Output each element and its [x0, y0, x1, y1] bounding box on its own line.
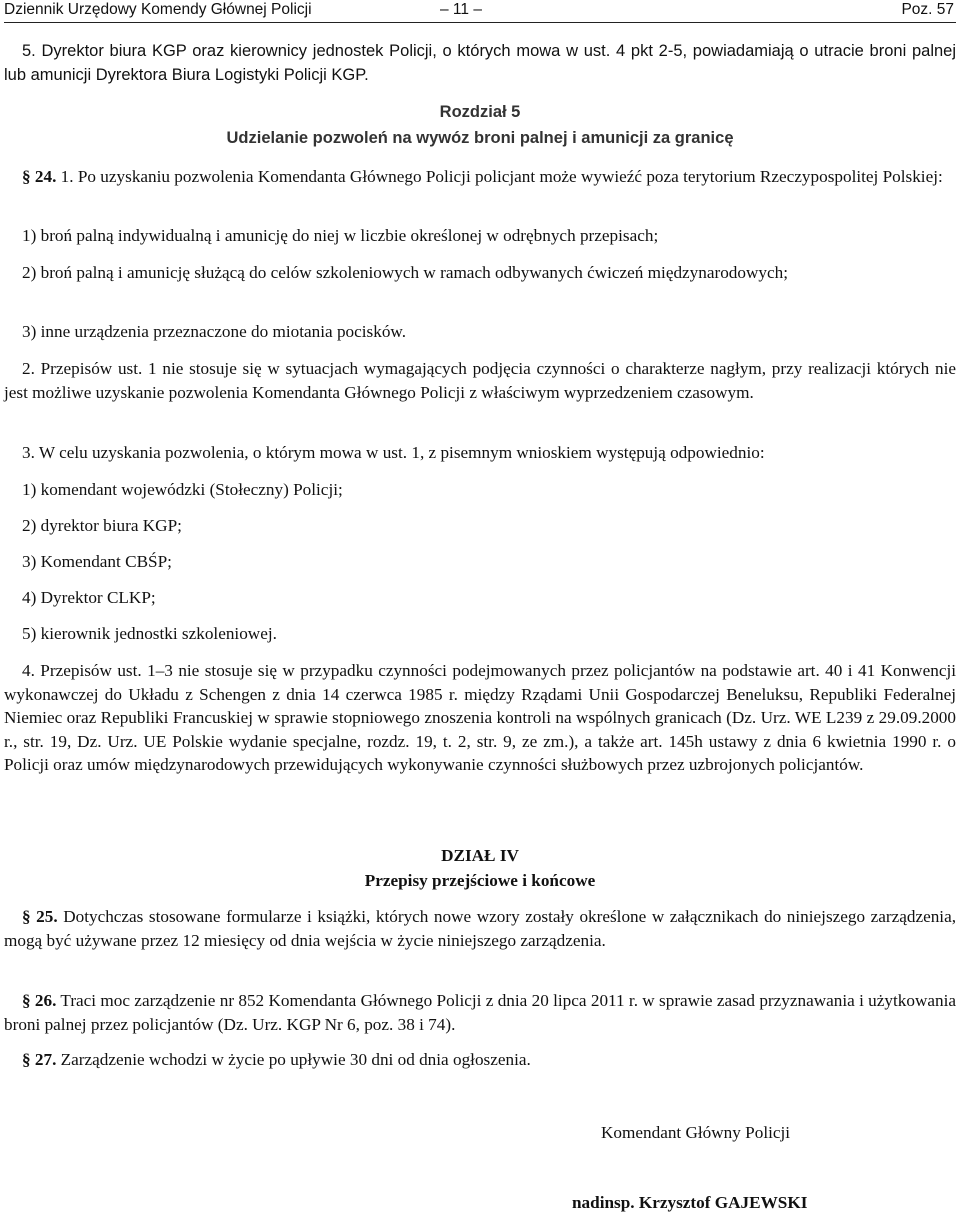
- chapter-title: Udzielanie pozwoleń na wywóz broni palnej i amunicji za granicę: [226, 129, 734, 147]
- paragraph-5: 5. Dyrektor biura KGP oraz kierownicy jednostek Policji, o których mowa w ust. 4 pkt 2-5, powiadamiają o utracie broni palnej lub amunicji Dyrektora Biura Logistyki Policji KGP.: [4, 42, 956, 84]
- list-item: 4) Dyrektor CLKP;: [22, 588, 156, 607]
- division-number: DZIAŁ IV: [441, 846, 519, 865]
- section-mark: § 24.: [22, 167, 57, 186]
- section-26: § 26. Traci moc zarządzenie nr 852 Komendanta Głównego Policji z dnia 20 lipca 2011 r. w sprawie zasad przyznawania i użytkowania broni palnej przez policjantów (Dz. Urz. KGP Nr 6, poz. 38 i 74).: [4, 991, 956, 1034]
- signature-office: Komendant Główny Policji: [601, 1123, 791, 1142]
- section-mark: § 26.: [22, 991, 57, 1010]
- journal-title: Dziennik Urzędowy Komendy Głównej Policji: [4, 1, 312, 18]
- list-item: 3) inne urządzenia przeznaczone do miotania pocisków.: [22, 322, 406, 341]
- position-number: Poz. 57: [901, 1, 954, 18]
- page-number: – 11 –: [440, 1, 482, 18]
- list-item: 2) broń palną i amunicję służącą do celów szkoleniowych w ramach odbywanych ćwiczeń międzynarodowych;: [22, 263, 788, 282]
- section-27: § 27. Zarządzenie wchodzi w życie po upływie 30 dni od dnia ogłoszenia.: [22, 1050, 531, 1069]
- list-item: 5) kierownik jednostki szkoleniowej.: [22, 624, 277, 643]
- list-item: 3) Komendant CBŚP;: [22, 552, 172, 571]
- division-title: Przepisy przejściowe i końcowe: [364, 871, 596, 890]
- section-mark: § 25.: [22, 907, 58, 926]
- signature-name: nadinsp. Krzysztof GAJEWSKI: [572, 1193, 808, 1212]
- section-24-paragraph-4: 4. Przepisów ust. 1–3 nie stosuje się w przypadku czynności podejmowanych przez policjantów na podstawie art. 40 i 41 Konwencji wykonawczej do Układu z Schengen z dnia 14 czerwca 1985 r. między Rządami Unii Gospodarczej Beneluksu, Republiki Federalnej Niemiec oraz Republiki Francuskiej w sprawie stopniowego znoszenia kontroli na wspólnych granicach (Dz. Urz. WE L239 z 29.09.2000 r., str. 19, Dz. Urz. UE Polskie wydanie specjalne, rozdz. 19, t. 2, str. 9, ze zm.), a także art. 145h ustawy z dnia 6 kwietnia 1990 r. o Policji oraz umów międzynarodowych przewidujących wykonywanie czynności służbowych przez uzbrojonych policjantów.: [4, 661, 956, 774]
- section-25: § 25. Dotychczas stosowane formularze i książki, których nowe wzory zostały określone w załącznikach do niniejszego zarządzenia, mogą być używane przez 12 miesięcy od dnia wejścia w życie niniejszego zarządzenia.: [4, 907, 957, 950]
- chapter-number: Rozdział 5: [439, 103, 521, 121]
- section-24-paragraph-2: 2. Przepisów ust. 1 nie stosuje się w sytuacjach wymagających podjęcia czynności o charakterze nagłym, przy realizacji których nie jest możliwe uzyskanie pozwolenia Komendanta Głównego Policji z właściwym wyprzedzeniem czasowym.: [4, 359, 956, 402]
- list-item: 1) broń palną indywidualną i amunicję do niej w liczbie określonej w odrębnych przepisach;: [22, 226, 659, 245]
- page-header: [4, 0, 956, 23]
- section-mark: § 27.: [22, 1050, 57, 1069]
- list-item: 1) komendant wojewódzki (Stołeczny) Policji;: [22, 480, 343, 499]
- list-item: 2) dyrektor biura KGP;: [22, 516, 182, 535]
- section-24-paragraph-1: § 24. 1. Po uzyskaniu pozwolenia Komendanta Głównego Policji policjant może wywieźć poza terytorium Rzeczypospolitej Polskiej:: [22, 167, 943, 186]
- section-24-paragraph-3: 3. W celu uzyskania pozwolenia, o którym mowa w ust. 1, z pisemnym wnioskiem występują odpowiednio:: [22, 443, 765, 462]
